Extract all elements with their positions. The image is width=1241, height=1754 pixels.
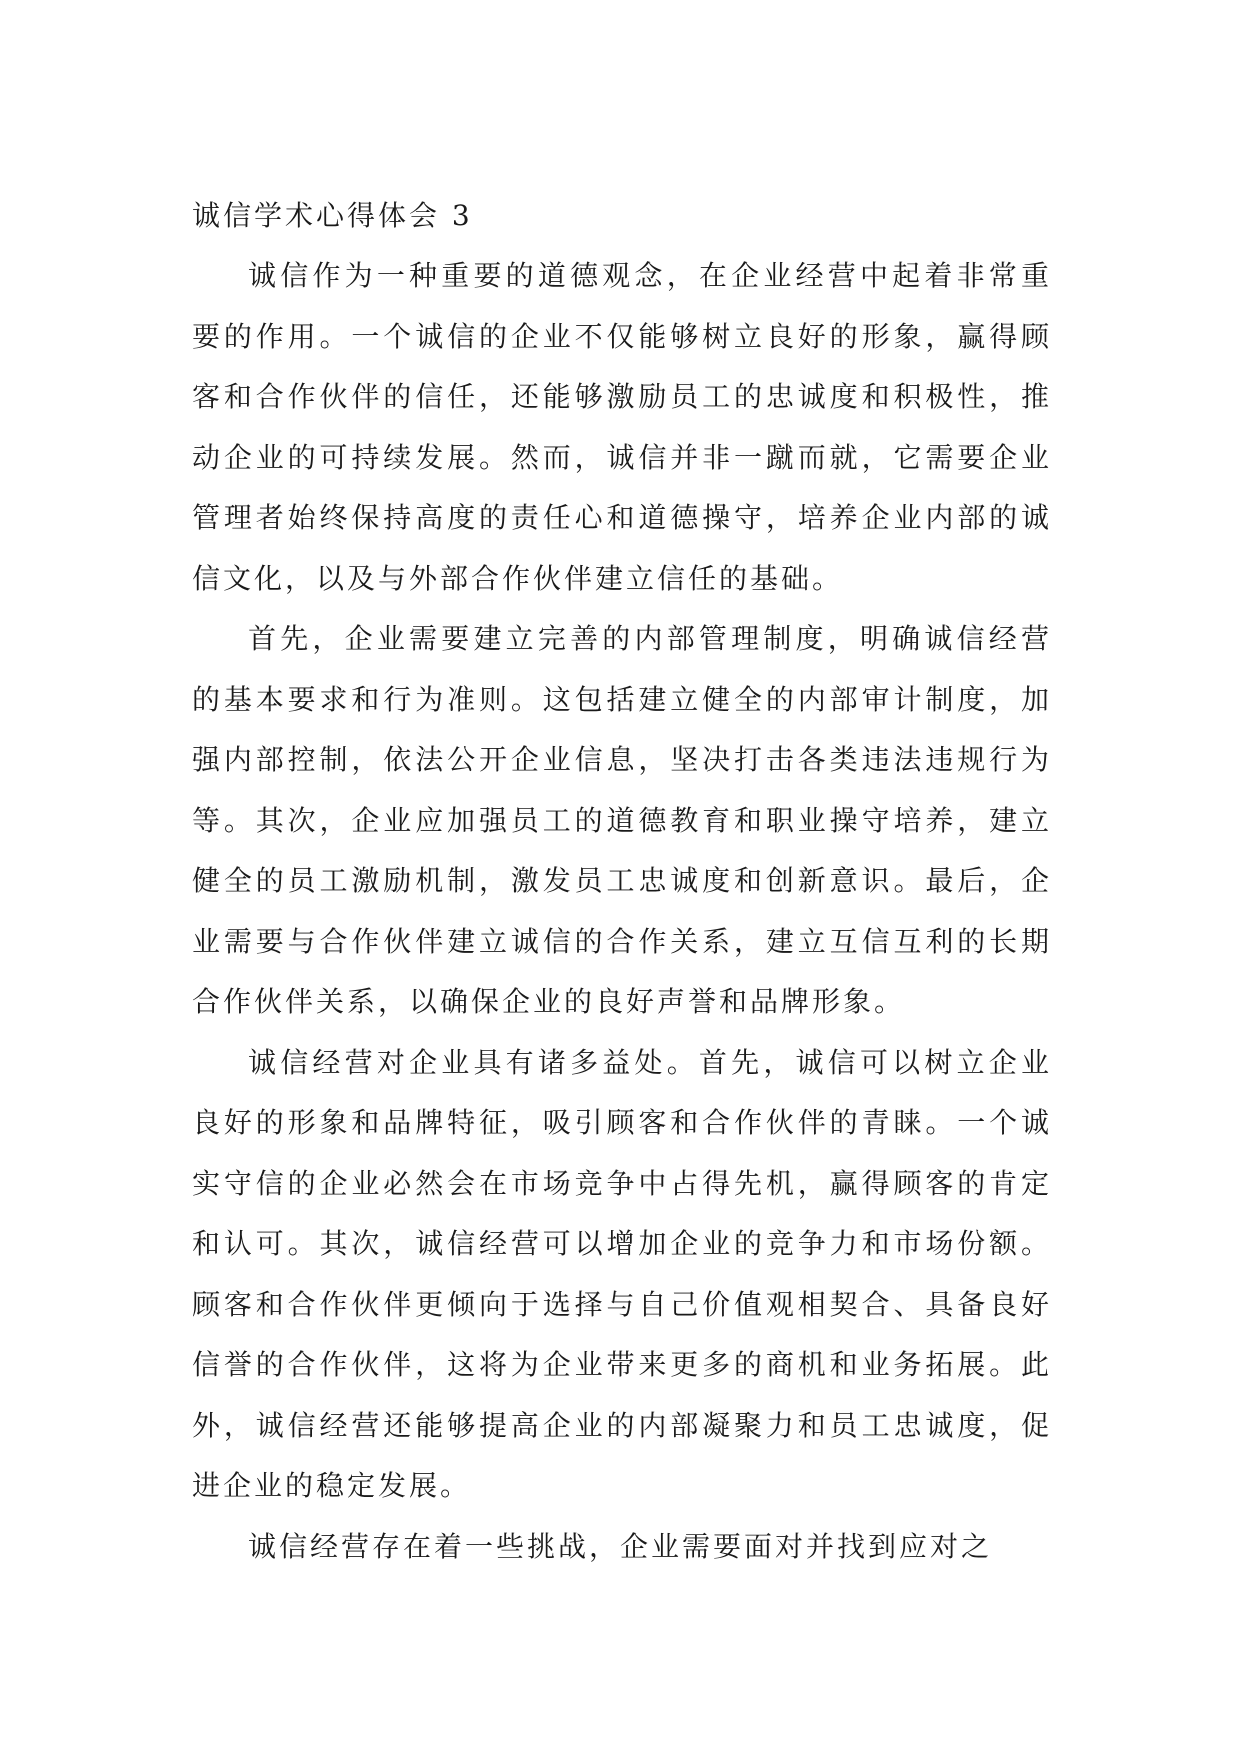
paragraph-4: 诚信经营存在着一些挑战，企业需要面对并找到应对之 <box>248 1529 993 1563</box>
paragraph-1: 诚信作为一种重要的道德观念，在企业经营中起着非常重要的作用。一个诚信的企业不仅能够树立良好的形象，赢得顾客和合作伙伴的信任，还能够激励员工的忠诚度和积极性，推动企业的可持续发展。然而，诚信并非一蹴而就，它需要企业管理者始终保持高度的责任心和道德操守，培养企业内部的诚信文化，以及与外部合作伙伴建立信任的基础。 <box>192 259 1052 595</box>
paragraph-3: 诚信经营对企业具有诸多益处。首先，诚信可以树立企业良好的形象和品牌特征，吸引顾客和合作伙伴的青睐。一个诚实守信的企业必然会在市场竞争中占得先机，赢得顾客的肯定和认可。其次，诚信经营可以增加企业的竞争力和市场份额。顾客和合作伙伴更倾向于选择与自己价值观相契合、具备良好信誉的合作伙伴，这将为企业带来更多的商机和业务拓展。此外，诚信经营还能够提高企业的内部凝聚力和员工忠诚度，促进企业的稳定发展。 <box>192 1045 1052 1502</box>
paragraph-2: 首先，企业需要建立完善的内部管理制度，明确诚信经营的基本要求和行为准则。这包括建立健全的内部审计制度，加强内部控制，依法公开企业信息，坚决打击各类违法违规行为等。其次，企业应加强员工的道德教育和职业操守培养，建立健全的员工激励机制，激发员工忠诚度和创新意识。最后，企业需要与合作伙伴建立诚信的合作关系，建立互信互利的长期合作伙伴关系，以确保企业的良好声誉和品牌形象。 <box>192 622 1052 1018</box>
document-body <box>192 186 1052 1577</box>
document-title: 诚信学术心得体会 3 <box>192 199 473 232</box>
